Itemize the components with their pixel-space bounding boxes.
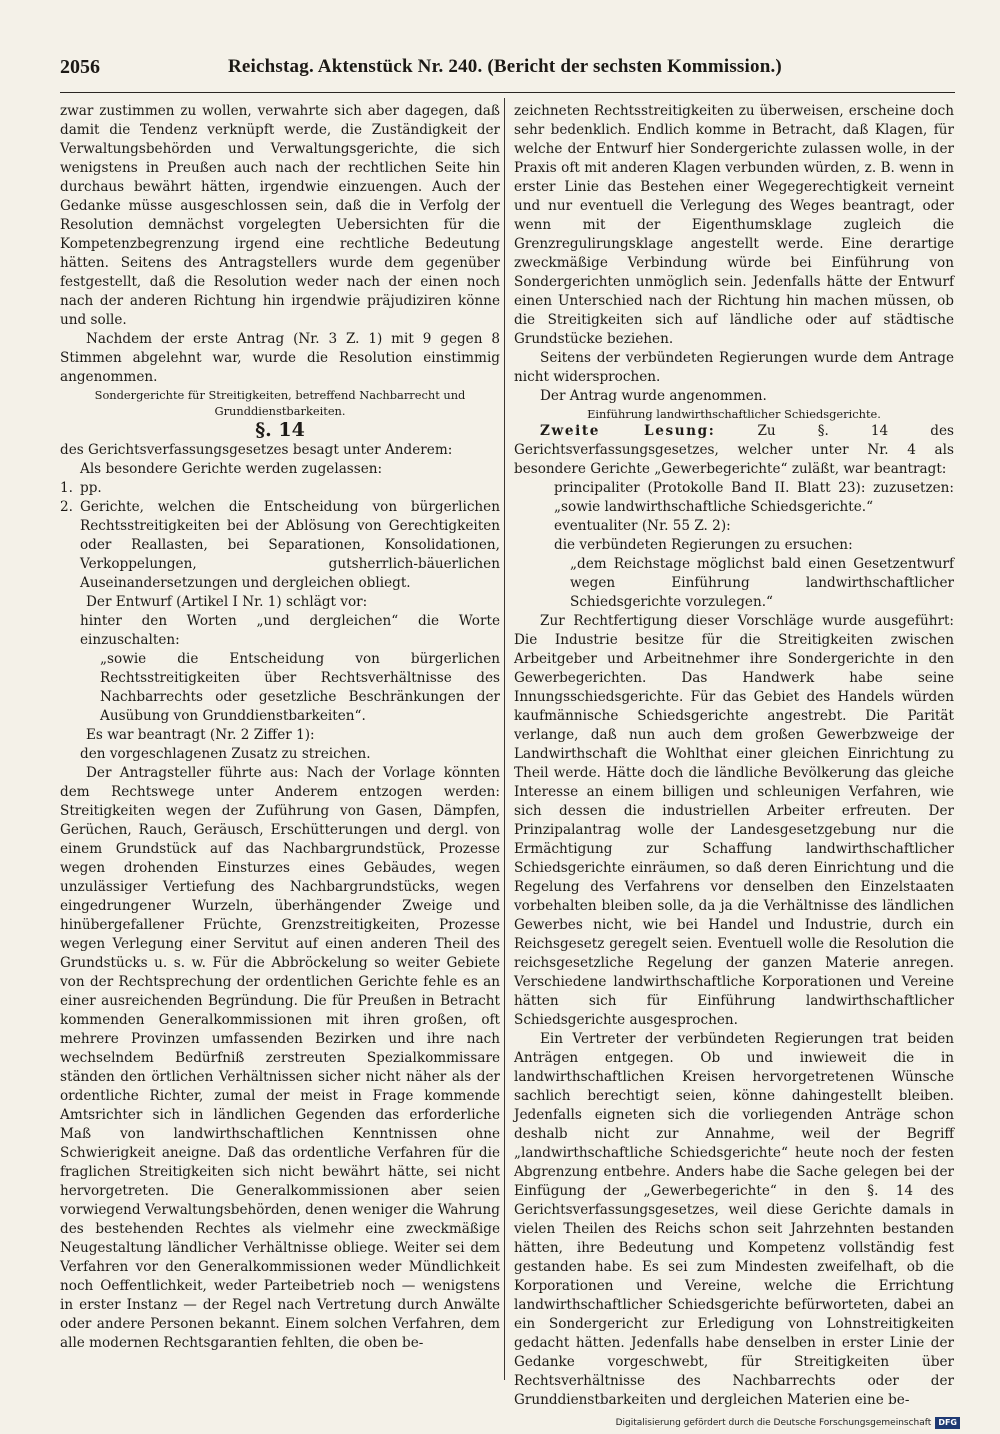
- page-number: 2056: [60, 56, 100, 78]
- paragraph: Seitens der verbündeten Regierungen wurde dem Antrage nicht widersprochen.: [514, 350, 954, 385]
- quoted-text: „dem Reichstage möglichst bald einen Gesetzentwurf wegen Einführung landwirthschaftlicher Schiedsgerichte vorzulegen.“: [570, 556, 954, 610]
- list-item: [60, 498, 500, 593]
- dfg-logo-icon: DFG: [935, 1417, 960, 1429]
- paragraph: den vorgeschlagenen Zusatz zu streichen.: [80, 746, 371, 762]
- list-item: [60, 479, 500, 498]
- list-number: 2.: [60, 499, 73, 515]
- list-text: Gerichte, welchen die Entscheidung von bürgerlichen Rechtsstreitigkeiten bei der Ablösung von Gerechtigkeiten oder Reallasten, bei Separationen, Konsolidationen, Verkoppelungen, gutsherrlich-bäuerlichen Auseinandersetzungen und dergleichen obliegt.: [80, 499, 500, 591]
- paragraph: Ein Vertreter der verbündeten Regierungen trat beiden Anträgen entgegen. Ob und inwieweit die in landwirthschaftlichen Kreisen hervorgetretenen Wünsche sachlich berechtigt seien, könne dahingestellt bleiben. Jedenfalls eigneten sich die vorliegenden Anträge schon deshalb nicht zur Annahme, weil der Begriff „landwirthschaftliche Schiedsgerichte“ heute noch der festen Abgrenzung entbehre. Anders habe die Sache gelegen bei der Einfügung der „Gewerbegerichte“ in den §. 14 des Gerichtsverfassungsgesetzes, weil diese Gerichte damals in vielen Theilen des Reichs schon seit Jahrzehnten bestanden hätten, ihre Bedeutung und Kompetenz vollständig fest gestanden habe. Es sei zum Mindesten zweifelhaft, ob die Korporationen und Vereine, welche die Errichtung landwirthschaftlicher Schiedsgerichte befürworteten, dabei an ein Sondergericht zur Erledigung von Lohnstreitigkeiten gedacht hätten. Jedenfalls habe denselben in erster Linie der Gedanke vorgeschwebt, für Streitigkeiten über Rechtsverhältnisse des Nachbarrechts oder der Grunddienstbarkeiten und dergleichen Materien eine be-: [514, 1031, 954, 1408]
- header-rule: [60, 92, 955, 93]
- section-sign: §. 14: [255, 419, 305, 441]
- paragraph: Nachdem der erste Antrag (Nr. 3 Z. 1) mit 9 gegen 8 Stimmen abgelehnt war, wurde die Resolution einstimmig angenommen.: [60, 331, 500, 385]
- footer: [616, 1416, 960, 1430]
- reading-label: Zweite Lesung:: [540, 423, 716, 439]
- running-title: Reichstag. Aktenstück Nr. 240. (Bericht der sechsten Kommission.): [228, 56, 782, 77]
- paragraph: die verbündeten Regierungen zu ersuchen:: [554, 537, 853, 553]
- paragraph: eventualiter (Nr. 55 Z. 2):: [554, 518, 731, 534]
- column-divider: [504, 98, 505, 1380]
- paragraph: Zur Rechtfertigung dieser Vorschläge wurde ausgeführt: Die Industrie besitze für die Streitigkeiten zwischen Arbeitgeber und Arbeitnehmer ihre Sondergerichte in den Gewerbegerichten. Das Handwerk habe seine Innungsschiedsgerichte. Für das Gebiet des Handels würden kaufmännische Schiedsgerichte angestrebt. Die Parität verlange, daß nun auch dem großen Gewerbzweige der Landwirthschaft die Wohlthat einer gleichen Einrichtung zu Theil werde. Hätte doch die ländliche Bevölkerung das gleiche Interesse an einem billigen und schleunigen Verfahren, wie sich dessen die industriellen Arbeiter erfreuten. Der Prinzipalantrag wolle der Landesgesetzgebung nur die Ermächtigung zur Schaffung landwirthschaftlicher Schiedsgerichte einräumen, so daß deren Einrichtung und die Regelung des Verfahrens vor denselben den Einzelstaaten vorbehalten bleiben solle, da ja die Verhältnisse des ländlichen Gewerbes nicht, wie bei Handel und Industrie, durch ein Reichsgesetz geregelt seien. Eventuell wolle die Resolution die reichsgesetzliche Regelung der ganzen Materie anregen. Verschiedene landwirthschaftliche Korporationen und Vereine hätten sich für Einführung landwirthschaftlicher Schiedsgerichte ausgesprochen.: [514, 613, 954, 1028]
- page-header: [60, 56, 955, 90]
- paragraph-text: Zu §. 14 des Gerichtsverfassungsgesetzes, welcher unter Nr. 4 als besondere Gerichte „Gewerbegerichte“ zuläßt, war beantragt:: [514, 423, 954, 477]
- list-number: 1.: [60, 480, 73, 496]
- paragraph: Es war beantragt (Nr. 2 Ziffer 1):: [86, 727, 315, 743]
- paragraph: principaliter (Protokolle Band II. Blatt 23): zuzusetzen: „sowie landwirthschaftliche Schiedsgerichte.“: [554, 480, 954, 515]
- paragraph: [514, 422, 954, 479]
- paragraph: Der Entwurf (Artikel I Nr. 1) schlägt vor:: [86, 594, 368, 610]
- list-text: pp.: [80, 480, 102, 496]
- quoted-text: „sowie die Entscheidung von bürgerlichen Rechtsstreitigkeiten über Rechtsverhältnisse des Nachbarrechts oder gesetzliche Beschränkungen der Ausübung von Grunddienstbarkeiten“.: [100, 651, 500, 724]
- paragraph: hinter den Worten „und dergleichen“ die Worte einzuschalten:: [80, 613, 500, 648]
- paragraph: des Gerichtsverfassungsgesetzes besagt unter Anderem:: [60, 442, 453, 458]
- funding-credit: Digitalisierung gefördert durch die Deutsche Forschungsgemeinschaft: [615, 1418, 932, 1428]
- paragraph: Der Antrag wurde angenommen.: [540, 388, 767, 404]
- right-column: [514, 102, 954, 1408]
- paragraph: zeichneten Rechtsstreitigkeiten zu überweisen, erscheine doch sehr bedenklich. Endlich komme in Betracht, daß Klagen, für welche der Entwurf hier Sondergerichte zulassen wolle, in der Praxis oft mit anderen Klagen verbunden würden, z. B. wenn in erster Linie das Bestehen einer Wegegerechtigkeit verneint und nur eventuell die Verlegung des Weges beantragt, oder wenn mit der Eigenthumsklage zugleich die Grenzregulirungsklage angestellt werde. Eine derartige zweckmäßige Verbindung würde bei Einführung von Sondergerichten unmöglich sein. Jedenfalls hätte der Entwurf einen Unterschied nach der Richtung hin machen müssen, ob die Streitigkeiten sich auf ländliche oder auf städtische Grundstücke beziehen.: [514, 103, 954, 347]
- section-heading: Sondergerichte für Streitigkeiten, betreffend Nachbarrecht und Grunddienstbarkeiten.: [94, 388, 466, 418]
- paragraph: Als besondere Gerichte werden zugelassen:: [80, 461, 383, 477]
- paragraph: Der Antragsteller führte aus: Nach der Vorlage könnten dem Rechtswege unter Anderem entzogen werden: Streitigkeiten wegen der Zuführung von Gasen, Dämpfen, Gerüchen, Rauch, Geräusch, Erschütterungen und dergl. von einem Grundstück auf das Nachbargrundstück, Prozesse wegen drohenden Einsturzes eines Gebäudes, wegen unzulässiger Vertiefung des Nachbargrundstücks, wegen eingedrungener Wurzeln, überhängender Zweige und hinübergefallener Früchte, Grenzstreitigkeiten, Prozesse wegen Verlegung einer Servitut auf einen anderen Theil des Grundstücks u. s. w. Für die Abbröckelung so weiter Gebiete von der Rechtsprechung der ordentlichen Gerichte fehle es an einer ausreichenden Begründung. Die für Preußen in Betracht kommenden Generalkommissionen mit ihren großen, oft mehrere Provinzen umfassenden Bezirken und ihre nach wechselndem Bedürfniß zerstreuten Spezialkommissare ständen den örtlichen Verhältnissen sicher nicht näher als der ordentliche Richter, zumal der meist in Frage kommende Amtsrichter sich in ländlichen Gegenden das erforderliche Maß von landwirthschaftlichen Kenntnissen ohne Schwierigkeit aneigne. Daß das ordentliche Verfahren für die fraglichen Streitigkeiten sich nicht bewährt hätte, sei nicht hervorgetreten. Die Generalkommissionen aber seien vorwiegend Verwaltungsbehörden, denen weniger die Wahrung des bestehenden Rechtes als vielmehr eine zweckmäßige Neugestaltung ländlicher Verhältnisse obliege. Weiter sei dem Verfahren vor den Generalkommissionen weder Mündlichkeit noch Oeffentlichkeit, weder Parteibetrieb noch — wenigstens in erster Instanz — der Regel nach Vertretung durch Anwälte oder andere Personen bekannt. Einem solchen Verfahren, dem alle modernen Rechtsgarantien fehlten, die oben be-: [60, 765, 500, 1351]
- section-heading: Einführung landwirthschaftlicher Schiedsgerichte.: [587, 407, 881, 421]
- paragraph: zwar zustimmen zu wollen, verwahrte sich aber dagegen, daß damit die Tendenz verknüpft werde, die Zuständigkeit der Verwaltungsbehörden und Verwaltungsgerichte, die sich wenigstens in Preußen auch nach der rechtlichen Seite hin durchaus bewährt hätten, irgendwie einzuengen. Auch der Gedanke müsse ausgeschlossen sein, daß die in Verfolg der Resolution demnächst vorgelegten Uebersichten für die Kompetenzbegrenzung irgend eine rechtliche Bedeutung hätten. Seitens des Antragstellers wurde dem gegenüber festgestellt, daß die Resolution weder nach der einen noch nach der anderen Richtung hin irgendwie präjudiziren könne und solle.: [60, 103, 500, 328]
- left-column: [60, 102, 500, 1378]
